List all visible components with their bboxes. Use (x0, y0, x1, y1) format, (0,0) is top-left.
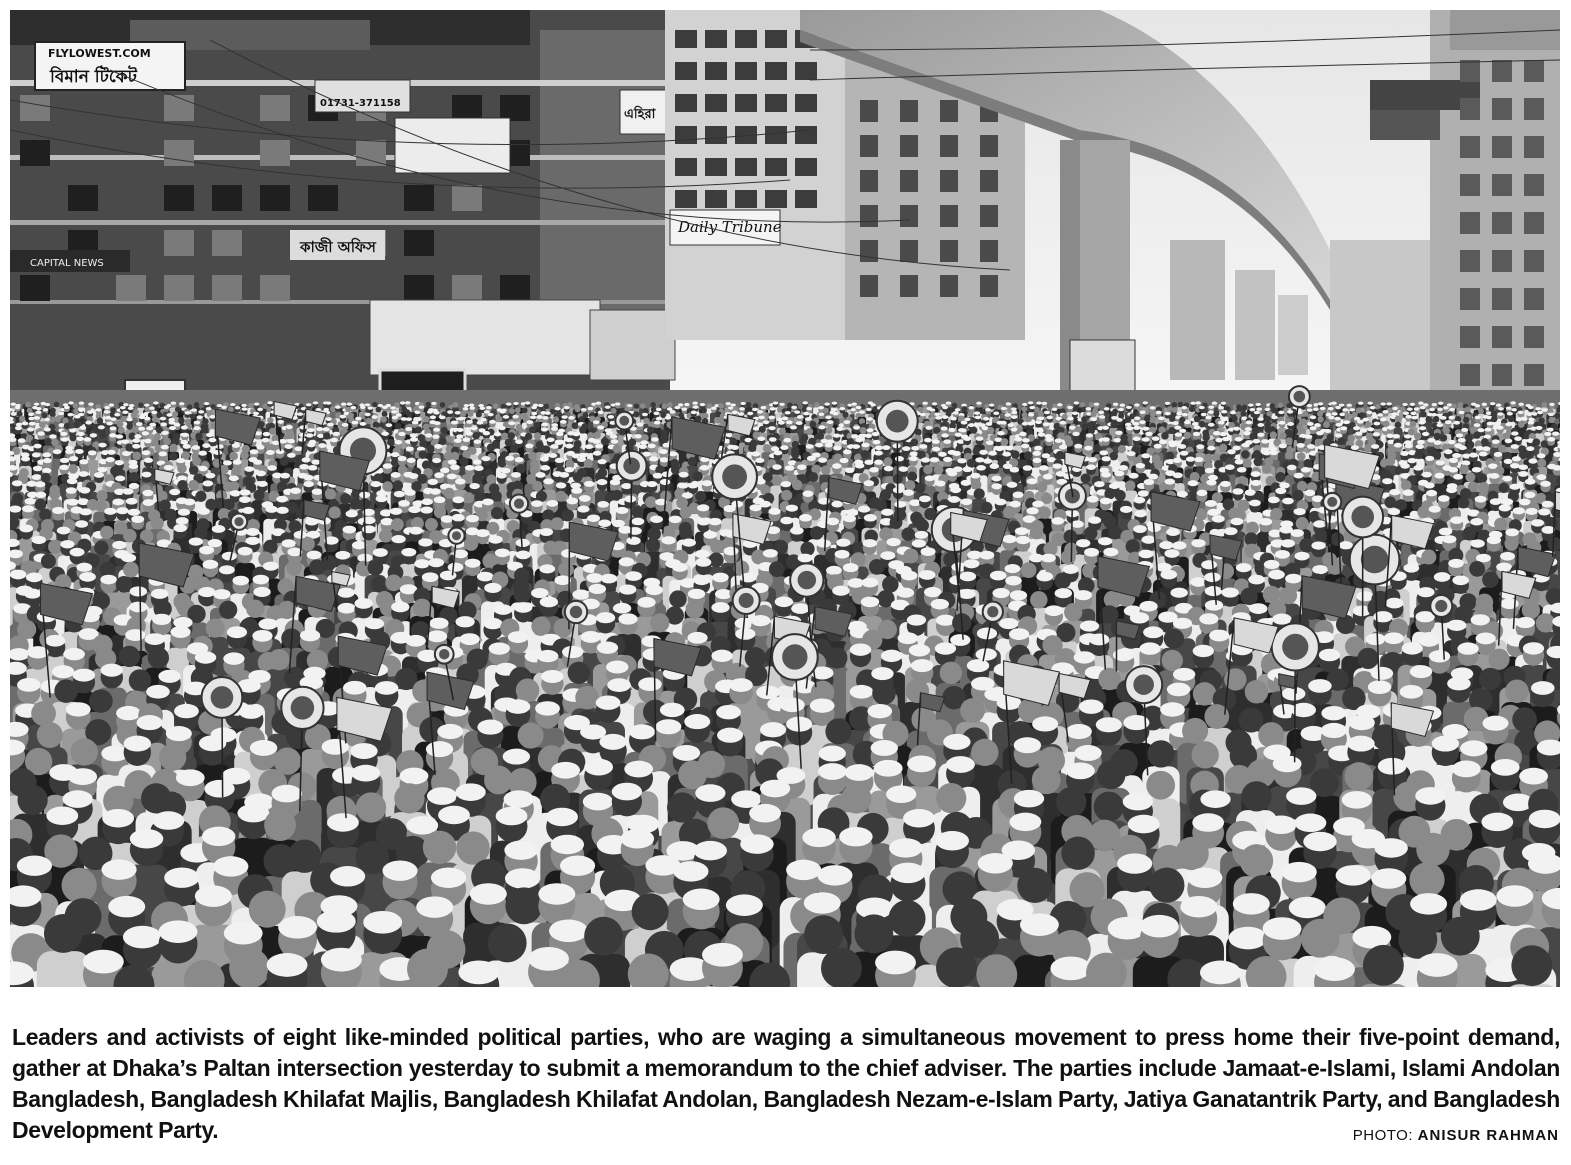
photo-credit (1353, 1127, 1559, 1144)
photographer-name: ANISUR RAHMAN (1417, 1127, 1559, 1144)
rally-crowd-photo (10, 10, 1560, 987)
daily-tribune-sign-text: Daily Tribune (678, 218, 782, 236)
flyover-pillar-2 (1170, 240, 1225, 380)
flylowest-sign-text: FLYLOWEST.COM (48, 47, 151, 60)
right-building-windows (1460, 60, 1544, 386)
news-photo (10, 10, 1560, 987)
flyover-pillar-3 (1235, 270, 1275, 380)
kazi-office-sign-text: কাজী অফিস (300, 238, 376, 256)
photo-caption: Leaders and activists of eight like-minded political parties, who are waging a simultaneous movement to press home their five-point demand, gather at Dhaka’s Paltan intersection yesterday to submit a memorandum to the chief adviser. The parties include Jamaat-e-Islami, Islami Andolan Bangladesh, Bangladesh Khilafat Majlis, Bangladesh Khilafat Andolan, Bangladesh Nezam-e-Islam Party, Jatiya Ganatantrik Party, and Bangladesh Development Party. (12, 1024, 1560, 1143)
flyover-pillar-4 (1278, 295, 1308, 375)
biman-ticket-sign-text: বিমান টিকেট (50, 67, 137, 87)
ehira-sign-text: এহিরা (624, 107, 656, 122)
photo-credit-label: PHOTO: (1352, 1127, 1418, 1144)
capital-news-sign-text: CAPITAL NEWS (30, 258, 104, 269)
phone-sign-text: 01731-371158 (320, 98, 401, 109)
